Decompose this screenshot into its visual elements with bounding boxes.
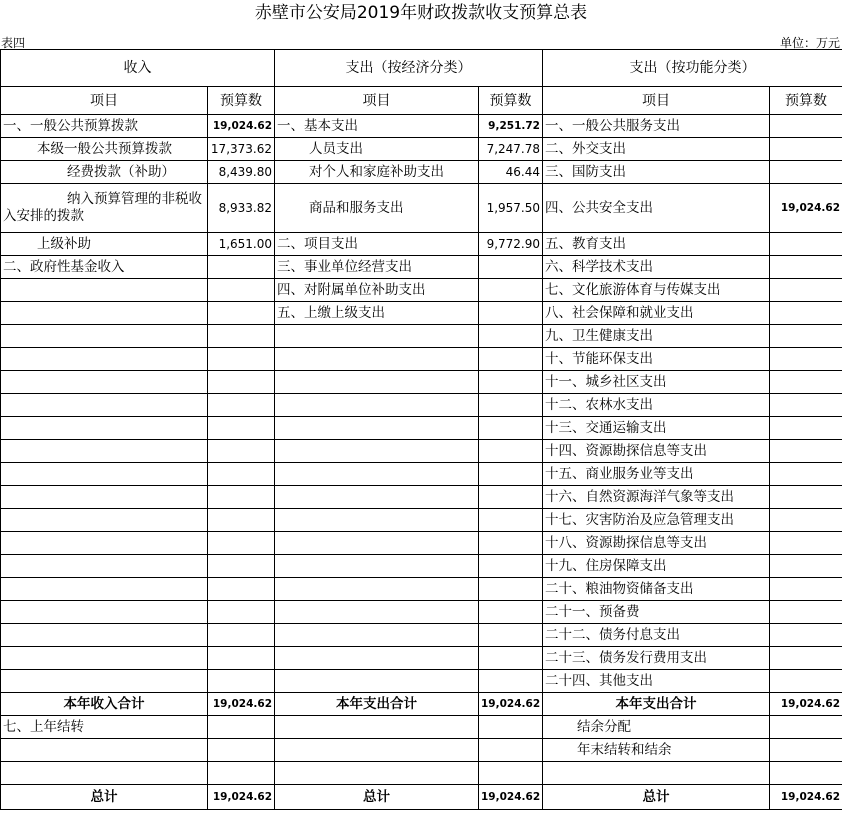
func-label: 十三、交通运输支出	[543, 417, 770, 440]
econ-grand-label: 总计	[275, 785, 479, 810]
func-label: 四、公共安全支出	[543, 184, 770, 233]
econ-label	[275, 371, 479, 394]
income-label	[1, 647, 208, 670]
income-empty-value	[208, 739, 275, 762]
income-grand-label: 总计	[1, 785, 208, 810]
surplus-value	[770, 716, 842, 739]
func-label: 十四、资源勘探信息等支出	[543, 440, 770, 463]
table-row	[1, 371, 842, 394]
func-label: 九、卫生健康支出	[543, 325, 770, 348]
econ-value	[479, 440, 543, 463]
econ-value: 9,772.90	[479, 233, 543, 256]
income-label	[1, 440, 208, 463]
income-label: 经费拨款（补助）	[1, 161, 208, 184]
func-total-value: 19,024.62	[770, 693, 842, 716]
func-label: 十七、灾害防治及应急管理支出	[543, 509, 770, 532]
income-label: 上级补助	[1, 233, 208, 256]
func-label: 十九、住房保障支出	[543, 555, 770, 578]
econ-label: 商品和服务支出	[275, 184, 479, 233]
econ-label: 二、项目支出	[275, 233, 479, 256]
income-value	[208, 532, 275, 555]
econ-value: 9,251.72	[479, 115, 543, 138]
func-label: 十五、商业服务业等支出	[543, 463, 770, 486]
func-value	[770, 578, 842, 601]
econ-label	[275, 348, 479, 371]
func-label: 二十四、其他支出	[543, 670, 770, 693]
func-label: 十八、资源勘探信息等支出	[543, 532, 770, 555]
func-label: 十二、农林水支出	[543, 394, 770, 417]
table-row	[1, 440, 842, 463]
econ-value	[479, 302, 543, 325]
income-label	[1, 417, 208, 440]
sheet-title: 赤壁市公安局2019年财政拨款收支预算总表	[254, 3, 588, 23]
year-end-carry-value	[770, 739, 842, 762]
econ-value	[479, 348, 543, 371]
surplus-label: 结余分配	[543, 716, 770, 739]
func-item-header: 项目	[543, 87, 770, 115]
econ-label: 四、对附属单位补助支出	[275, 279, 479, 302]
income-label	[1, 578, 208, 601]
income-empty-value	[208, 762, 275, 785]
econ-label: 一、基本支出	[275, 115, 479, 138]
table-row	[1, 555, 842, 578]
econ-value	[479, 624, 543, 647]
income-label	[1, 279, 208, 302]
table-row	[1, 302, 842, 325]
prev-year-carry-value	[208, 716, 275, 739]
expense-econ-header: 支出（按经济分类）	[275, 50, 543, 87]
econ-value	[479, 670, 543, 693]
econ-value	[479, 279, 543, 302]
income-label	[1, 532, 208, 555]
table-row	[1, 233, 842, 256]
econ-value	[479, 532, 543, 555]
table-row	[1, 670, 842, 693]
income-empty	[1, 762, 208, 785]
econ-label: 三、事业单位经营支出	[275, 256, 479, 279]
econ-value	[479, 256, 543, 279]
econ-value	[479, 417, 543, 440]
income-value	[208, 670, 275, 693]
income-value	[208, 325, 275, 348]
econ-label	[275, 463, 479, 486]
econ-total-label: 本年支出合计	[275, 693, 479, 716]
income-label	[1, 302, 208, 325]
income-value	[208, 601, 275, 624]
unit-label: 单位：万元	[779, 36, 840, 50]
func-value	[770, 115, 842, 138]
income-label	[1, 555, 208, 578]
econ-empty	[275, 762, 479, 785]
table-row	[1, 138, 842, 161]
func-label: 五、教育支出	[543, 233, 770, 256]
func-value	[770, 670, 842, 693]
table-row	[1, 417, 842, 440]
econ-label	[275, 647, 479, 670]
econ-value	[479, 486, 543, 509]
econ-label	[275, 394, 479, 417]
income-value: 1,651.00	[208, 233, 275, 256]
totals-row	[1, 693, 842, 716]
func-grand-value: 19,024.62	[770, 785, 842, 810]
func-value: 19,024.62	[770, 184, 842, 233]
econ-value	[479, 463, 543, 486]
func-value	[770, 302, 842, 325]
econ-total-value: 19,024.62	[479, 693, 543, 716]
func-empty-value	[770, 762, 842, 785]
income-value	[208, 279, 275, 302]
table-row	[1, 647, 842, 670]
table-row	[1, 279, 842, 302]
income-value	[208, 417, 275, 440]
income-label: 本级一般公共预算拨款	[1, 138, 208, 161]
table-row	[1, 578, 842, 601]
func-value	[770, 371, 842, 394]
income-label	[1, 670, 208, 693]
func-value	[770, 325, 842, 348]
econ-value	[479, 371, 543, 394]
func-label: 一、一般公共服务支出	[543, 115, 770, 138]
econ-label	[275, 440, 479, 463]
income-value	[208, 371, 275, 394]
table-row	[1, 184, 842, 233]
econ-empty-value	[479, 716, 543, 739]
income-value	[208, 647, 275, 670]
table-row	[1, 348, 842, 371]
income-value	[208, 302, 275, 325]
econ-value	[479, 555, 543, 578]
econ-value	[479, 578, 543, 601]
func-value	[770, 601, 842, 624]
income-label	[1, 486, 208, 509]
table-row	[1, 601, 842, 624]
func-label: 十、节能环保支出	[543, 348, 770, 371]
econ-empty	[275, 739, 479, 762]
income-label	[1, 371, 208, 394]
func-label: 二十一、预备费	[543, 601, 770, 624]
income-label: 纳入预算管理的非税收入安排的拨款	[1, 184, 208, 233]
table-number: 表四	[1, 36, 26, 50]
econ-grand-value: 19,024.62	[479, 785, 543, 810]
econ-label	[275, 486, 479, 509]
func-label: 二、外交支出	[543, 138, 770, 161]
header-row-2	[1, 87, 842, 115]
func-empty	[543, 762, 770, 785]
expense-func-header: 支出（按功能分类）	[543, 50, 842, 87]
income-label	[1, 624, 208, 647]
income-label: 二、政府性基金收入	[1, 256, 208, 279]
table-row	[1, 115, 842, 138]
table-row	[1, 325, 842, 348]
func-value	[770, 486, 842, 509]
func-value	[770, 532, 842, 555]
econ-budget-header: 预算数	[479, 87, 543, 115]
econ-label: 人员支出	[275, 138, 479, 161]
income-total-value: 19,024.62	[208, 693, 275, 716]
econ-label	[275, 509, 479, 532]
income-value	[208, 624, 275, 647]
func-label: 八、社会保障和就业支出	[543, 302, 770, 325]
func-value	[770, 463, 842, 486]
income-value: 8,933.82	[208, 184, 275, 233]
income-empty	[1, 739, 208, 762]
econ-label	[275, 532, 479, 555]
income-header: 收入	[1, 50, 275, 87]
income-value	[208, 578, 275, 601]
econ-value: 1,957.50	[479, 184, 543, 233]
func-value	[770, 555, 842, 578]
income-label	[1, 348, 208, 371]
func-value	[770, 348, 842, 371]
table-row	[1, 256, 842, 279]
table-row	[1, 394, 842, 417]
func-label: 二十二、债务付息支出	[543, 624, 770, 647]
econ-value	[479, 325, 543, 348]
func-value	[770, 233, 842, 256]
income-label	[1, 601, 208, 624]
income-value: 17,373.62	[208, 138, 275, 161]
econ-label	[275, 578, 479, 601]
func-value	[770, 509, 842, 532]
econ-label	[275, 555, 479, 578]
income-value	[208, 440, 275, 463]
table-row	[1, 624, 842, 647]
func-value	[770, 279, 842, 302]
income-label	[1, 463, 208, 486]
income-item-header: 项目	[1, 87, 208, 115]
econ-label: 五、上缴上级支出	[275, 302, 479, 325]
func-value	[770, 394, 842, 417]
econ-label: 对个人和家庭补助支出	[275, 161, 479, 184]
econ-label	[275, 325, 479, 348]
func-label: 七、文化旅游体育与传媒支出	[543, 279, 770, 302]
grand-total-row	[1, 785, 842, 810]
sheet-subheader	[0, 27, 842, 49]
table-row	[1, 161, 842, 184]
budget-table	[0, 49, 842, 810]
func-label: 十六、自然资源海洋气象等支出	[543, 486, 770, 509]
econ-item-header: 项目	[275, 87, 479, 115]
income-value	[208, 509, 275, 532]
func-value	[770, 138, 842, 161]
econ-value	[479, 394, 543, 417]
table-row	[1, 509, 842, 532]
income-value: 19,024.62	[208, 115, 275, 138]
income-value	[208, 348, 275, 371]
income-value: 8,439.80	[208, 161, 275, 184]
prev-year-carry-label: 七、上年结转	[1, 716, 208, 739]
income-label	[1, 509, 208, 532]
blank-row	[1, 762, 842, 785]
econ-empty	[275, 716, 479, 739]
econ-value	[479, 647, 543, 670]
econ-empty-value	[479, 762, 543, 785]
econ-label	[275, 624, 479, 647]
econ-value	[479, 601, 543, 624]
table-row	[1, 463, 842, 486]
econ-label	[275, 670, 479, 693]
func-grand-label: 总计	[543, 785, 770, 810]
income-value	[208, 463, 275, 486]
income-value	[208, 486, 275, 509]
func-value	[770, 256, 842, 279]
econ-label	[275, 417, 479, 440]
table-row	[1, 486, 842, 509]
income-label: 一、一般公共预算拨款	[1, 115, 208, 138]
func-value	[770, 440, 842, 463]
income-label	[1, 394, 208, 417]
func-label: 六、科学技术支出	[543, 256, 770, 279]
income-value	[208, 555, 275, 578]
func-budget-header: 预算数	[770, 87, 842, 115]
header-row-1	[1, 50, 842, 87]
func-label: 二十、粮油物资储备支出	[543, 578, 770, 601]
econ-label	[275, 601, 479, 624]
income-value	[208, 394, 275, 417]
func-label: 十一、城乡社区支出	[543, 371, 770, 394]
income-label	[1, 325, 208, 348]
carry-row	[1, 739, 842, 762]
income-budget-header: 预算数	[208, 87, 275, 115]
func-value	[770, 417, 842, 440]
income-total-label: 本年收入合计	[1, 693, 208, 716]
func-label: 三、国防支出	[543, 161, 770, 184]
econ-value: 7,247.78	[479, 138, 543, 161]
func-label: 二十三、债务发行费用支出	[543, 647, 770, 670]
income-grand-value: 19,024.62	[208, 785, 275, 810]
func-value	[770, 647, 842, 670]
table-row	[1, 532, 842, 555]
func-total-label: 本年支出合计	[543, 693, 770, 716]
econ-value: 46.44	[479, 161, 543, 184]
year-end-carry-label: 年末结转和结余	[543, 739, 770, 762]
econ-value	[479, 509, 543, 532]
func-value	[770, 624, 842, 647]
income-value	[208, 256, 275, 279]
carry-row	[1, 716, 842, 739]
func-value	[770, 161, 842, 184]
econ-empty-value	[479, 739, 543, 762]
